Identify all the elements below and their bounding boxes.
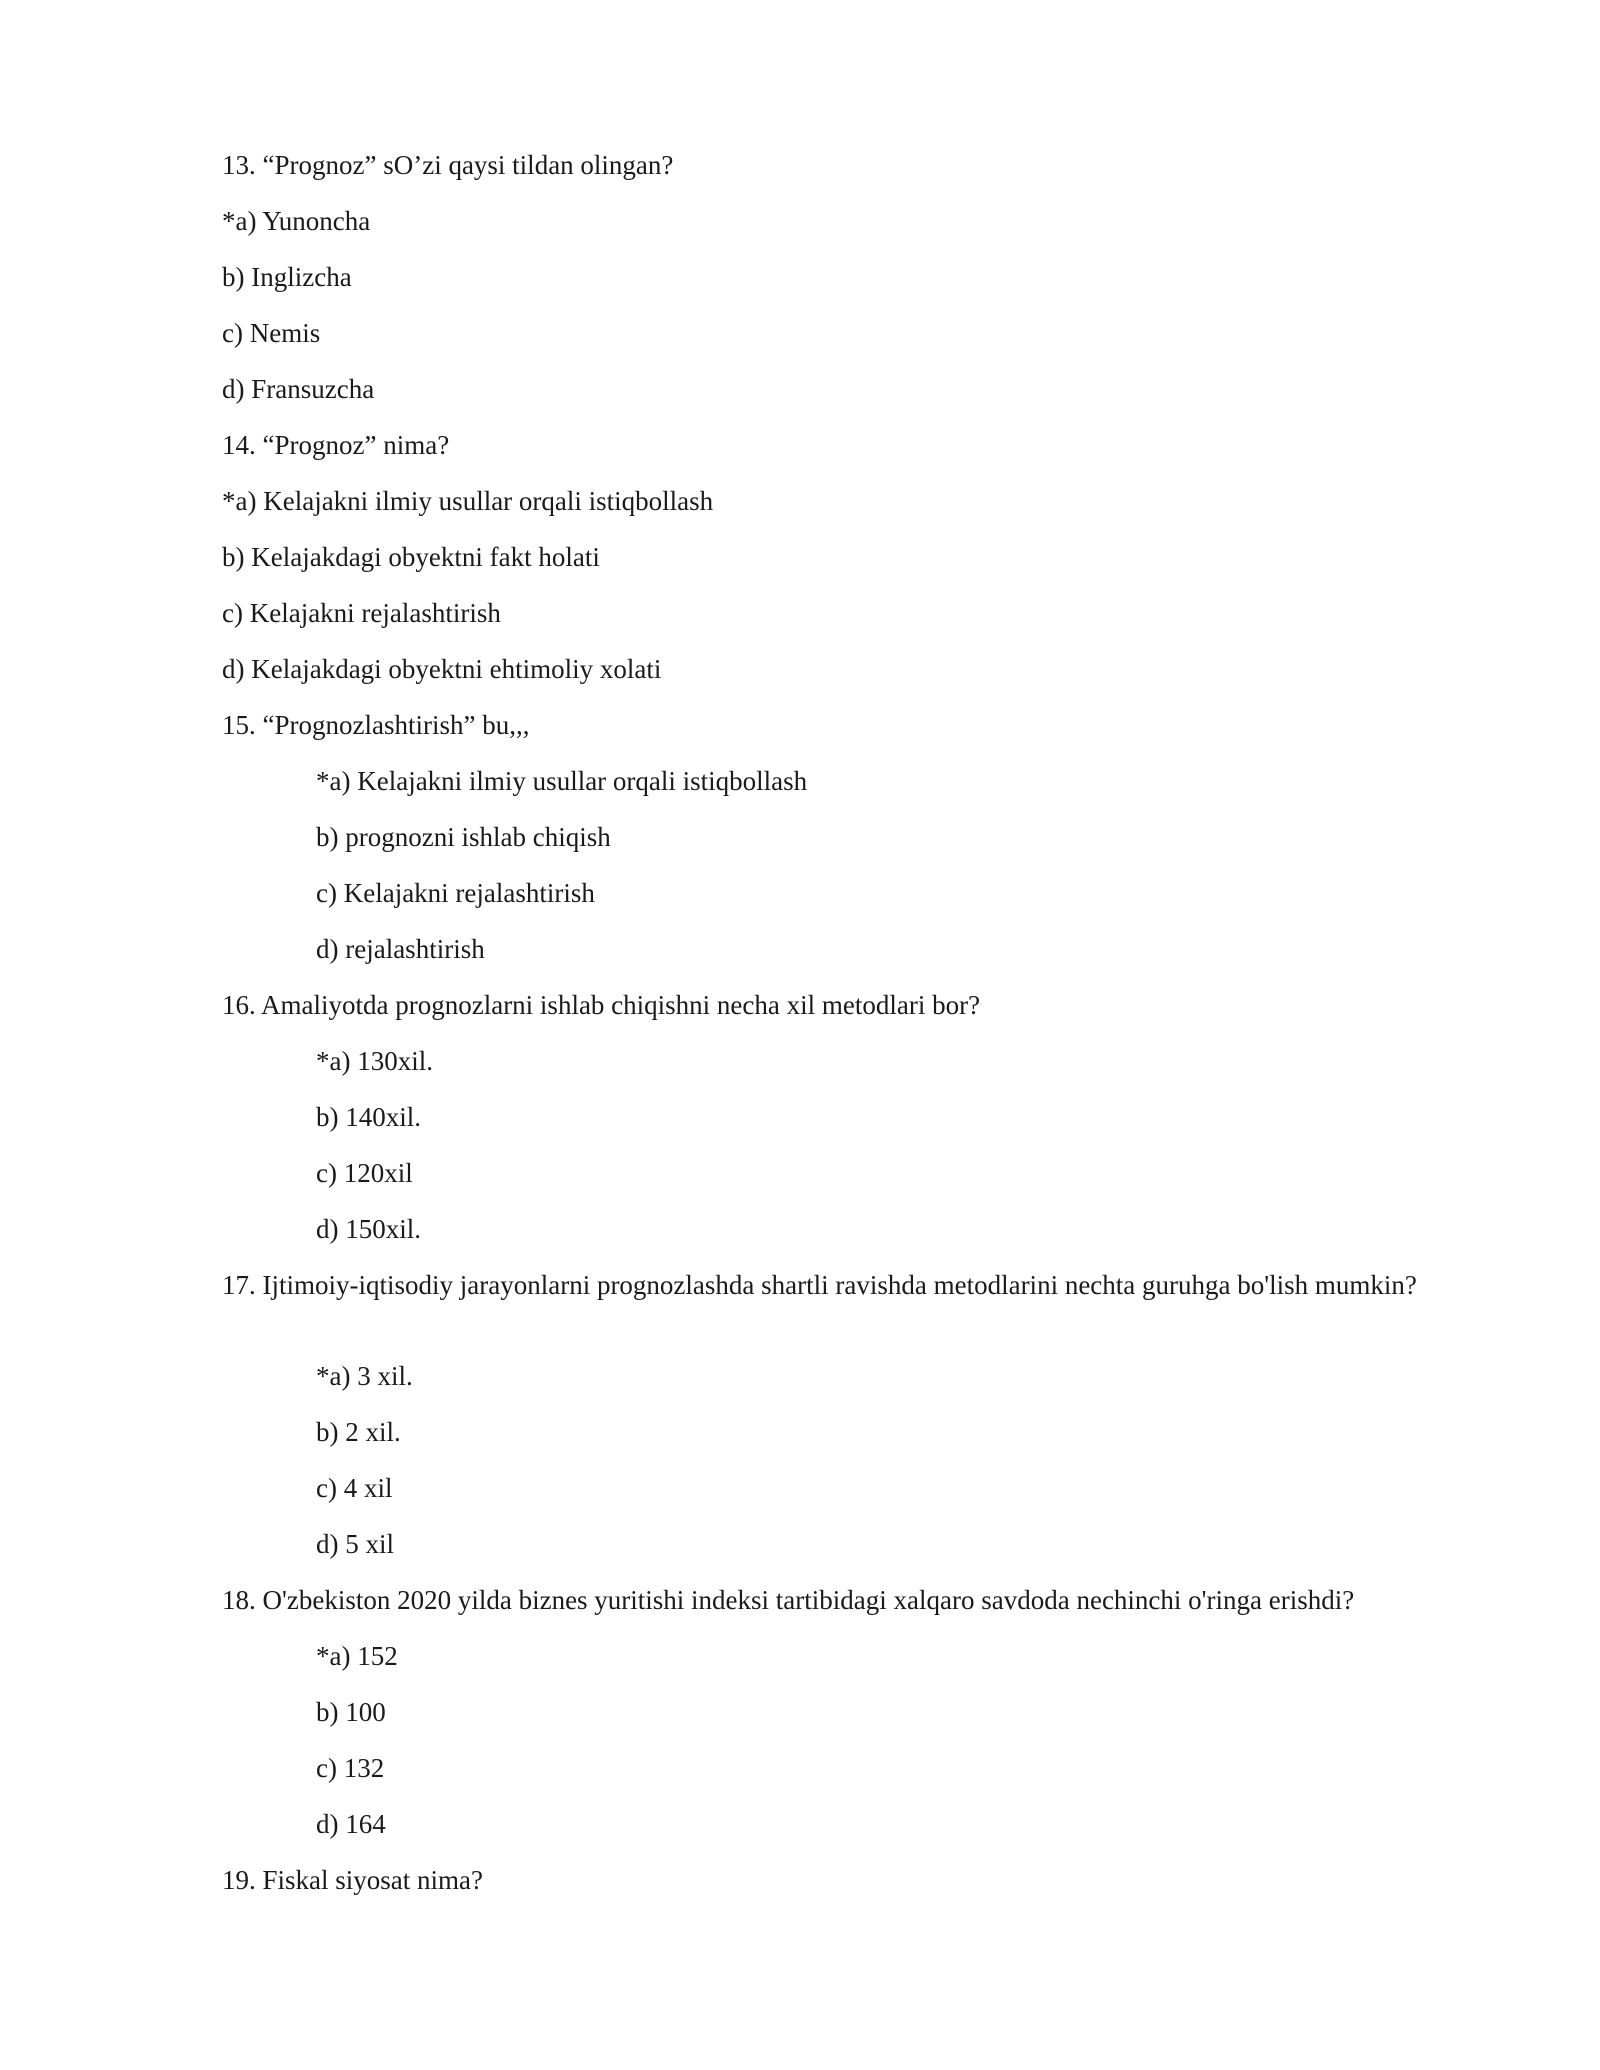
question-13-option-a: *a) Yunoncha <box>222 206 371 236</box>
question-17-option-a: *a) 3 xil. <box>316 1361 413 1391</box>
question-18-option-a: *a) 152 <box>316 1641 398 1671</box>
question-19: 19. Fiskal siyosat nima? <box>222 1865 483 1895</box>
question-13-option-d: d) Fransuzcha <box>222 374 375 404</box>
question-17-option-d: d) 5 xil <box>316 1529 394 1559</box>
question-17: 17. Ijtimoiy-iqtisodiy jarayonlarni prognozlashda shartli ravishda metodlarini nechta guruhga bo'lish mumkin? <box>222 1270 1417 1300</box>
question-18-option-b: b) 100 <box>316 1697 386 1727</box>
question-15-option-c: c) Kelajakni rejalashtirish <box>316 878 595 908</box>
question-15: 15. “Prognozlashtirish” bu,,, <box>222 710 530 740</box>
question-14-option-d: d) Kelajakdagi obyektni ehtimoliy xolati <box>222 654 662 684</box>
question-16-option-c: c) 120xil <box>316 1158 413 1188</box>
question-13: 13. “Prognoz” sO’zi qaysi tildan olingan? <box>222 150 674 180</box>
question-16-option-d: d) 150xil. <box>316 1214 421 1244</box>
question-14-option-b: b) Kelajakdagi obyektni fakt holati <box>222 542 600 572</box>
question-16: 16. Amaliyotda prognozlarni ishlab chiqishni necha xil metodlari bor? <box>222 990 981 1020</box>
question-18: 18. O'zbekiston 2020 yilda biznes yuritishi indeksi tartibidagi xalqaro savdoda nechinchi o'ringa erishdi? <box>222 1585 1355 1615</box>
question-13-option-c: c) Nemis <box>222 318 321 348</box>
question-14-option-a: *a) Kelajakni ilmiy usullar orqali istiqbollash <box>222 486 714 516</box>
question-16-option-a: *a) 130xil. <box>316 1046 433 1076</box>
question-15-option-d: d) rejalashtirish <box>316 934 485 964</box>
question-15-option-a: *a) Kelajakni ilmiy usullar orqali istiqbollash <box>316 766 808 796</box>
question-17-option-b: b) 2 xil. <box>316 1417 401 1447</box>
question-17-option-c: c) 4 xil <box>316 1473 393 1503</box>
question-16-option-b: b) 140xil. <box>316 1102 421 1132</box>
question-18-option-c: c) 132 <box>316 1753 385 1783</box>
question-13-option-b: b) Inglizcha <box>222 262 352 292</box>
question-18-option-d: d) 164 <box>316 1809 386 1839</box>
question-14-option-c: c) Kelajakni rejalashtirish <box>222 598 501 628</box>
question-14: 14. “Prognoz” nima? <box>222 430 450 460</box>
question-15-option-b: b) prognozni ishlab chiqish <box>316 822 611 852</box>
